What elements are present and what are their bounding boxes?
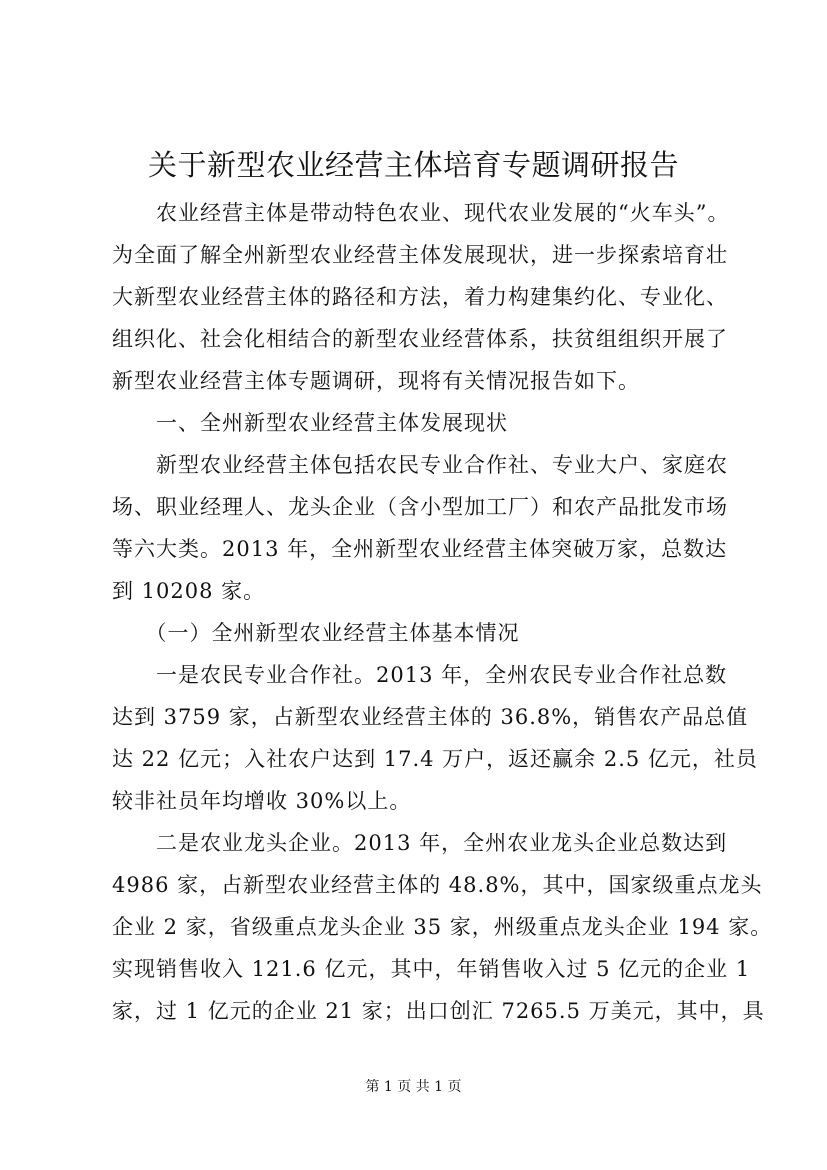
body-line: 等六大类。2013 年，全州新型农业经营主体突破万家，总数达 xyxy=(112,537,728,561)
section-heading: 一、全州新型农业经营主体发展现状 xyxy=(112,411,508,435)
body-line: 组织化、社会化相结合的新型农业经营体系，扶贫组组织开展了 xyxy=(112,327,728,351)
body-line: 大新型农业经营主体的路径和方法，着力构建集约化、专业化、 xyxy=(112,285,728,309)
body-line: 农业经营主体是带动特色农业、现代农业发展的“火车头”。 xyxy=(112,201,730,225)
subsection-heading: （一）全州新型农业经营主体基本情况 xyxy=(112,621,520,645)
body-line: 实现销售收入 121.6 亿元，其中，年销售收入过 5 亿元的企业 1 xyxy=(112,957,751,981)
body-line: 场、职业经理人、龙头企业（含小型加工厂）和农产品批发市场 xyxy=(112,495,728,519)
body-line: 一是农民专业合作社。2013 年，全州农民专业合作社总数 xyxy=(112,663,728,687)
body-line: 新型农业经营主体专题调研，现将有关情况报告如下。 xyxy=(112,369,640,393)
page-footer: 第 1 页 共 1 页 xyxy=(365,1079,462,1095)
body-line: 达 22 亿元；入社农户达到 17.4 万户，返还赢余 2.5 亿元，社员 xyxy=(112,747,758,771)
document-title: 关于新型农业经营主体培育专题调研报告 xyxy=(147,148,679,182)
body-line: 为全面了解全州新型农业经营主体发展现状，进一步探索培育壮 xyxy=(112,243,728,267)
body-line: 二是农业龙头企业。2013 年，全州农业龙头企业总数达到 xyxy=(112,831,728,855)
body-line: 家，过 1 亿元的企业 21 家；出口创汇 7265.5 万美元，其中，具 xyxy=(112,999,765,1023)
body-line: 4986 家，占新型农业经营主体的 48.8%，其中，国家级重点龙头 xyxy=(112,873,763,897)
body-line: 达到 3759 家，占新型农业经营主体的 36.8%，销售农产品总值 xyxy=(112,705,749,729)
body-line: 到 10208 家。 xyxy=(112,579,266,603)
body-line: 企业 2 家，省级重点龙头企业 35 家，州级重点龙头企业 194 家。 xyxy=(112,915,773,939)
body-line: 新型农业经营主体包括农民专业合作社、专业大户、家庭农 xyxy=(112,453,728,477)
body-line: 较非社员年均增收 30%以上。 xyxy=(112,789,412,813)
